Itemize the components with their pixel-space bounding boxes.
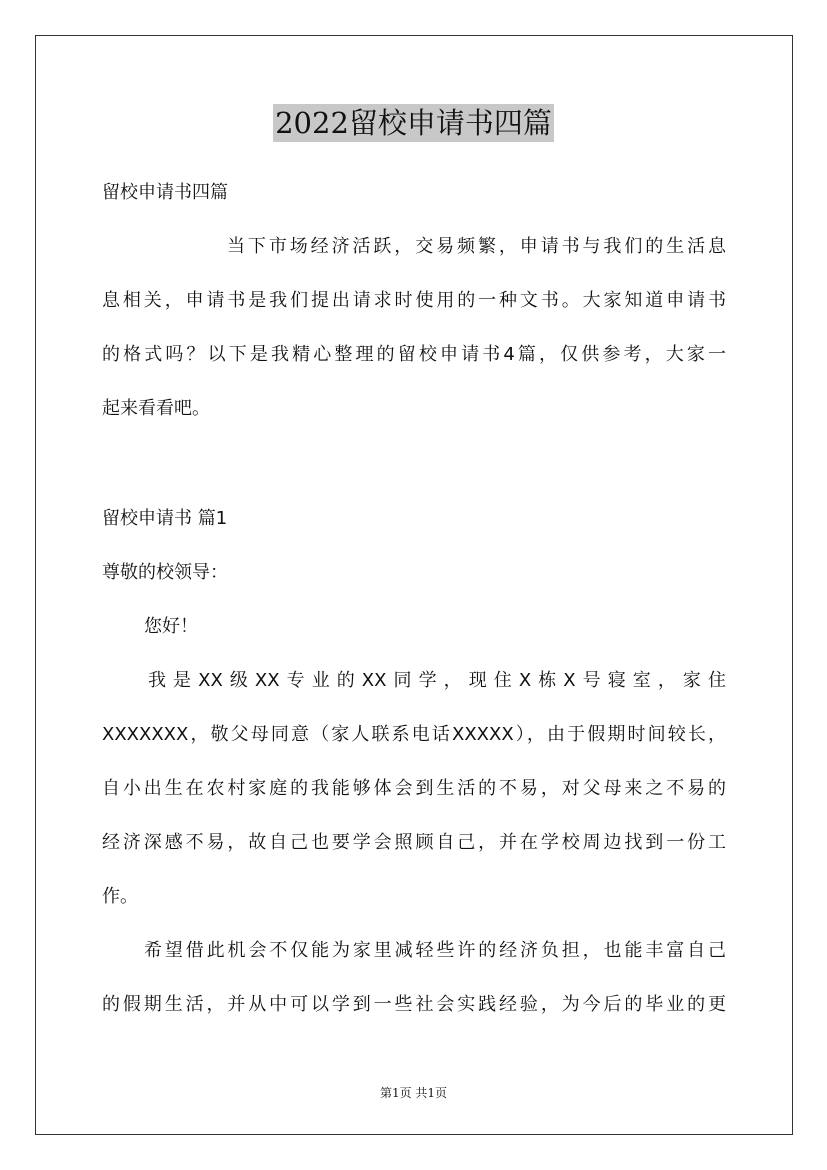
document-title: 2022留校申请书四篇 <box>275 106 552 140</box>
paragraph-line: 经济深感不易，故自己也要学会照顾自己，并在学校周边找到一份工 <box>102 832 726 853</box>
paragraph-line: 息相关，申请书是我们提出请求时使用的一种文书。大家知道申请书 <box>102 290 726 311</box>
paragraph-line: 自小出生在农村家庭的我能够体会到生活的不易，对父母来之不易的 <box>102 778 726 799</box>
paragraph-line: 起来看看吧。 <box>102 398 210 419</box>
greeting: 您好！ <box>144 616 198 637</box>
page-footer: 第1页 共1页 <box>379 1086 448 1100</box>
paragraph-line: 我是XX级XX专业的XX同学，现住X栋X号寝室，家住 <box>148 670 726 691</box>
paragraph-line: XXXXXXX，敬父母同意（家人联系电话XXXXX），由于假期时间较长， <box>102 724 726 745</box>
salutation: 尊敬的校领导： <box>102 562 228 583</box>
paragraph-line: 希望借此机会不仅能为家里减轻些许的经济负担，也能丰富自己 <box>144 940 726 961</box>
paragraph-line: 作。 <box>102 886 138 907</box>
intro-heading: 留校申请书四篇 <box>102 182 228 203</box>
paragraph-line: 当下市场经济活跃，交易频繁，申请书与我们的生活息 <box>227 236 726 257</box>
paragraph-line: 的假期生活，并从中可以学到一些社会实践经验，为今后的毕业的更 <box>102 994 726 1015</box>
title-container <box>0 104 827 142</box>
paragraph-line: 的格式吗？以下是我精心整理的留校申请书4篇，仅供参考，大家一 <box>102 344 726 365</box>
section-heading: 留校申请书 篇1 <box>102 508 228 529</box>
